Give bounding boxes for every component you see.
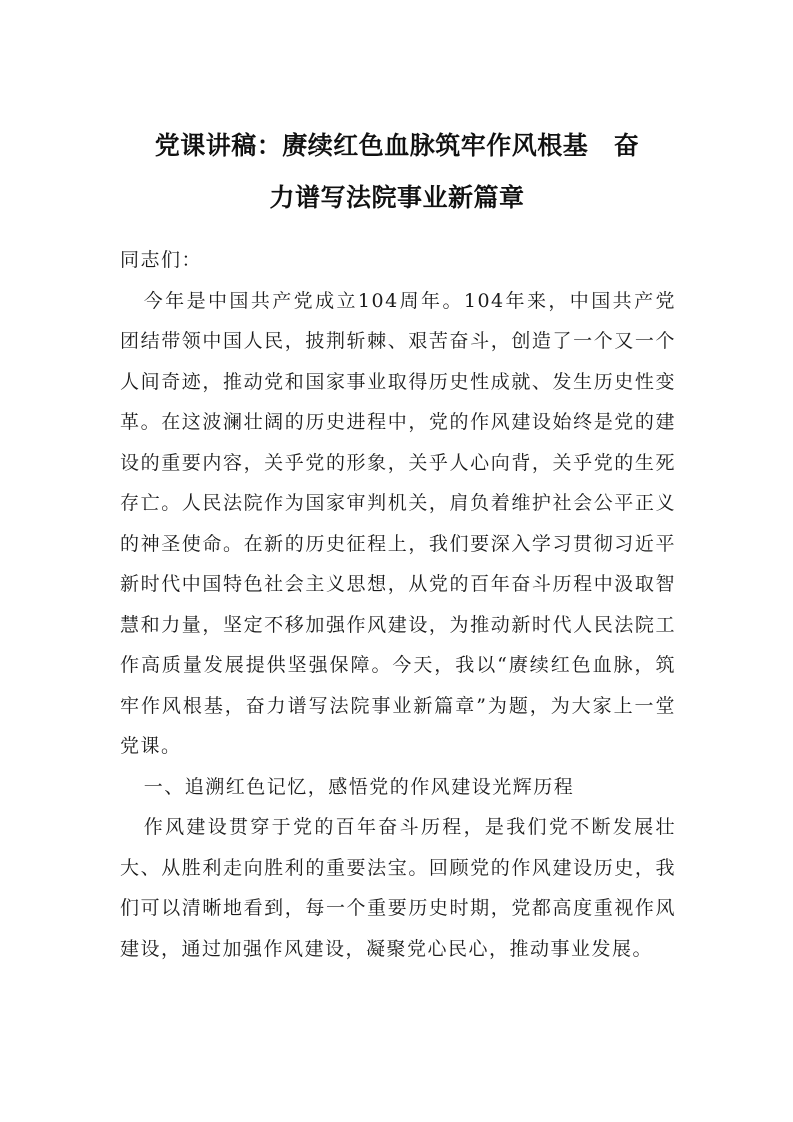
document-title-line-1: 党课讲稿：赓续红色血脉筑牢作风根基 奋 [154, 131, 640, 160]
intro-paragraph: 今年是中国共产党成立104周年。104年来，中国共产党团结带领中国人民，披荆斩棘、艰苦奋斗，创造了一个又一个人间奇迹，推动党和国家事业取得历史性成就、发生历史性变革。在这波澜壮阔的历史进程中，党的作风建设始终是党的建设的重要内容，关乎党的形象，关乎人心向背，关乎党的生死存亡。人民法院作为国家审判机关，肩负着维护社会公平正义的神圣使命。在新的历史征程上，我们要深入学习贯彻习近平新时代中国特色社会主义思想，从党的百年奋斗历程中汲取智慧和力量，坚定不移加强作风建设，为推动新时代人民法院工作高质量发展提供坚强保障。今天，我以“赓续红色血脉，筑牢作风根基，奋力谱写法院事业新篇章”为题，为大家上一堂党课。 [120, 289, 676, 757]
document-title [112, 120, 682, 224]
section-paragraph: 作风建设贯穿于党的百年奋斗历程，是我们党不断发展壮大、从胜利走向胜利的重要法宝。回顾党的作风建设历史，我们可以清晰地看到，每一个重要历史时期，党都高度重视作风建设，通过加强作风建设，凝聚党心民心，推动事业发展。 [120, 816, 676, 960]
document-body [120, 240, 676, 969]
section-heading: 一、追溯红色记忆，感悟党的作风建设光辉历程 [143, 775, 575, 798]
salutation: 同志们： [120, 249, 203, 271]
document-title-line-2: 力谱写法院事业新篇章 [269, 183, 525, 212]
